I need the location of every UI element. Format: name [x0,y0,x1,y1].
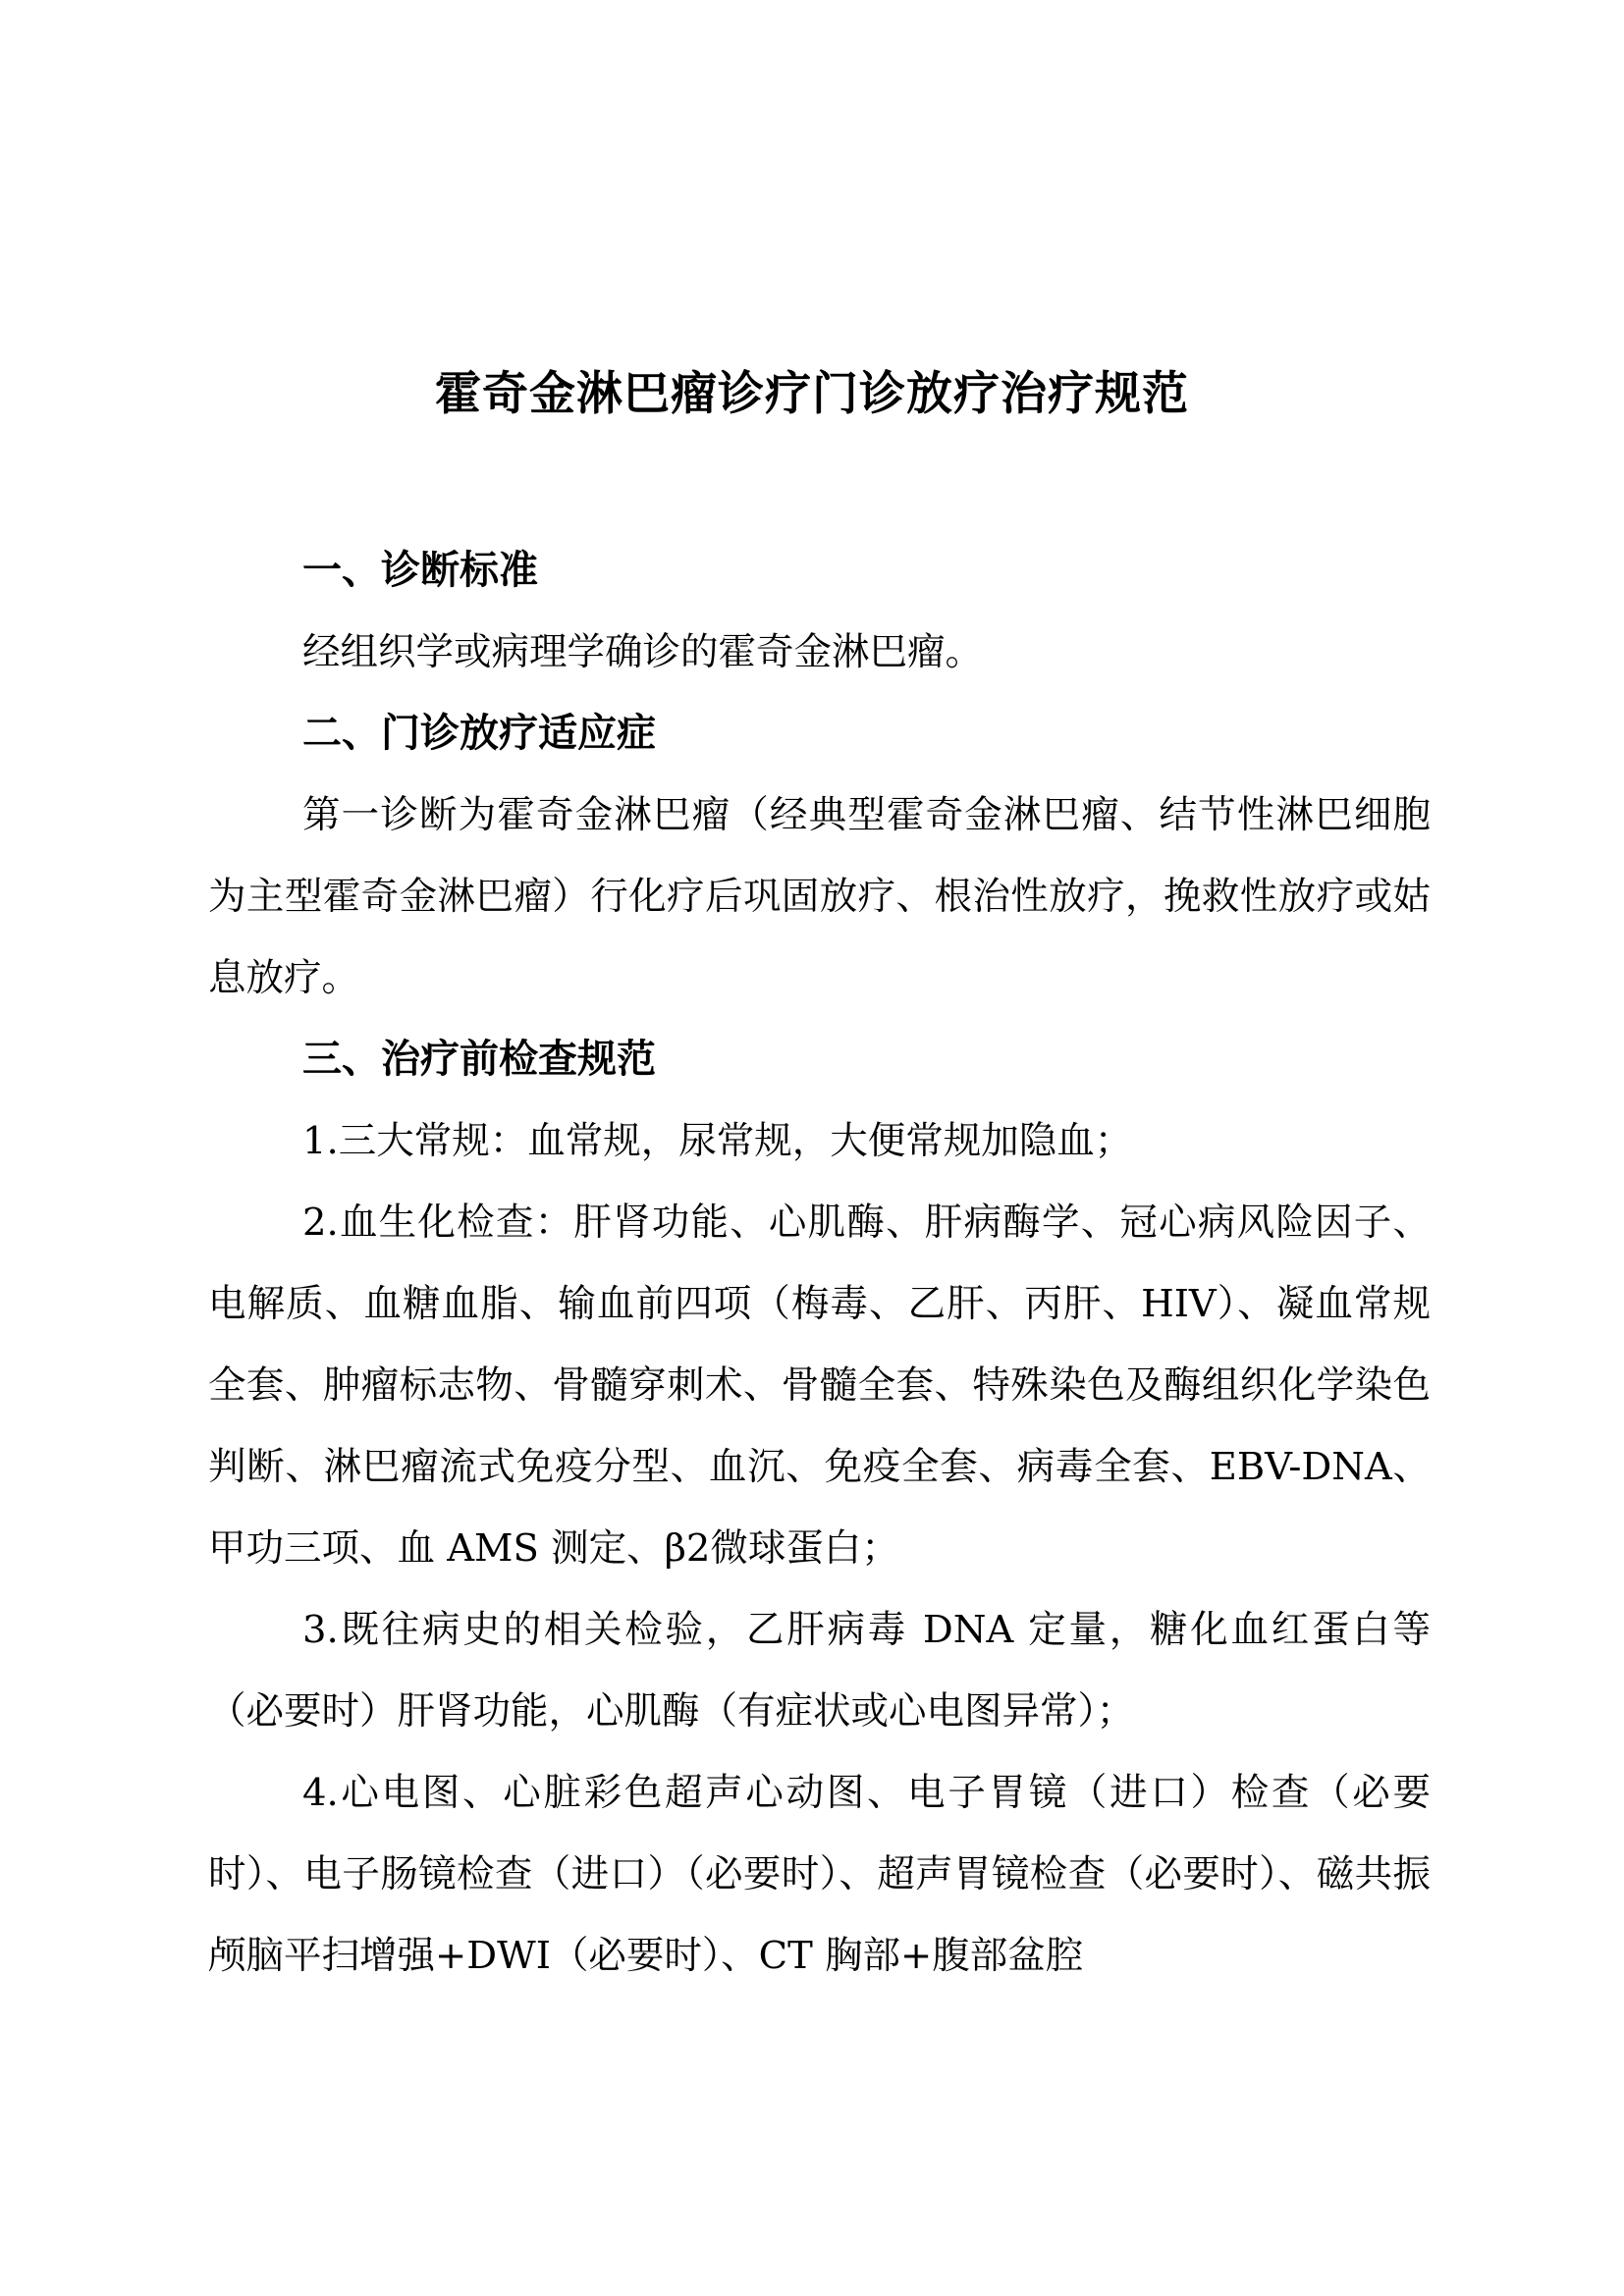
list-item: 4.心电图、心脏彩色超声心动图、电子胃镜（进口）检查（必要时）、电子肠镜检查（进口）（必要时）、超声胃镜检查（必要时）、磁共振颅脑平扫增强+DWI（必要时）、CT 胸部+腹部盆腔 [208,1771,1431,1978]
section-indications [208,693,1431,1019]
list-item: 3.既往病史的相关检验，乙肝病毒 DNA 定量，糖化血红蛋白等（必要时）肝肾功能，心肌酶（有症状或心电图异常）； [208,1608,1431,1734]
section-pretreatment-exams [208,1019,1431,1997]
paragraph: 经组织学或病理学确诊的霍奇金淋巴瘤。 [302,630,984,674]
section-diagnosis [208,530,1431,693]
paragraph: 第一诊断为霍奇金淋巴瘤（经典型霍奇金淋巴瘤、结节性淋巴细胞为主型霍奇金淋巴瘤）行化疗后巩固放疗、根治性放疗，挽救性放疗或姑息放疗。 [208,793,1431,1000]
section-heading: 三、治疗前检查规范 [302,1037,656,1082]
list-item: 2.血生化检查：肝肾功能、心肌酶、肝病酶学、冠心病风险因子、电解质、血糖血脂、输血前四项（梅毒、乙肝、丙肝、HIV）、凝血常规全套、肿瘤标志物、骨髓穿刺术、骨髓全套、特殊染色及酶组织化学染色判断、淋巴瘤流式免疫分型、血沉、免疫全套、病毒全套、EBV-DNA、甲功三项、血 AMS 测定、β2微球蛋白； [208,1201,1431,1571]
section-heading: 二、门诊放疗适应症 [302,711,656,756]
section-heading: 一、诊断标准 [302,548,538,593]
document-body [208,530,1431,1997]
list-item: 1.三大常规：血常规，尿常规，大便常规加隐血； [302,1119,1133,1163]
document-title: 霍奇金淋巴瘤诊疗门诊放疗治疗规范 [435,367,1189,421]
